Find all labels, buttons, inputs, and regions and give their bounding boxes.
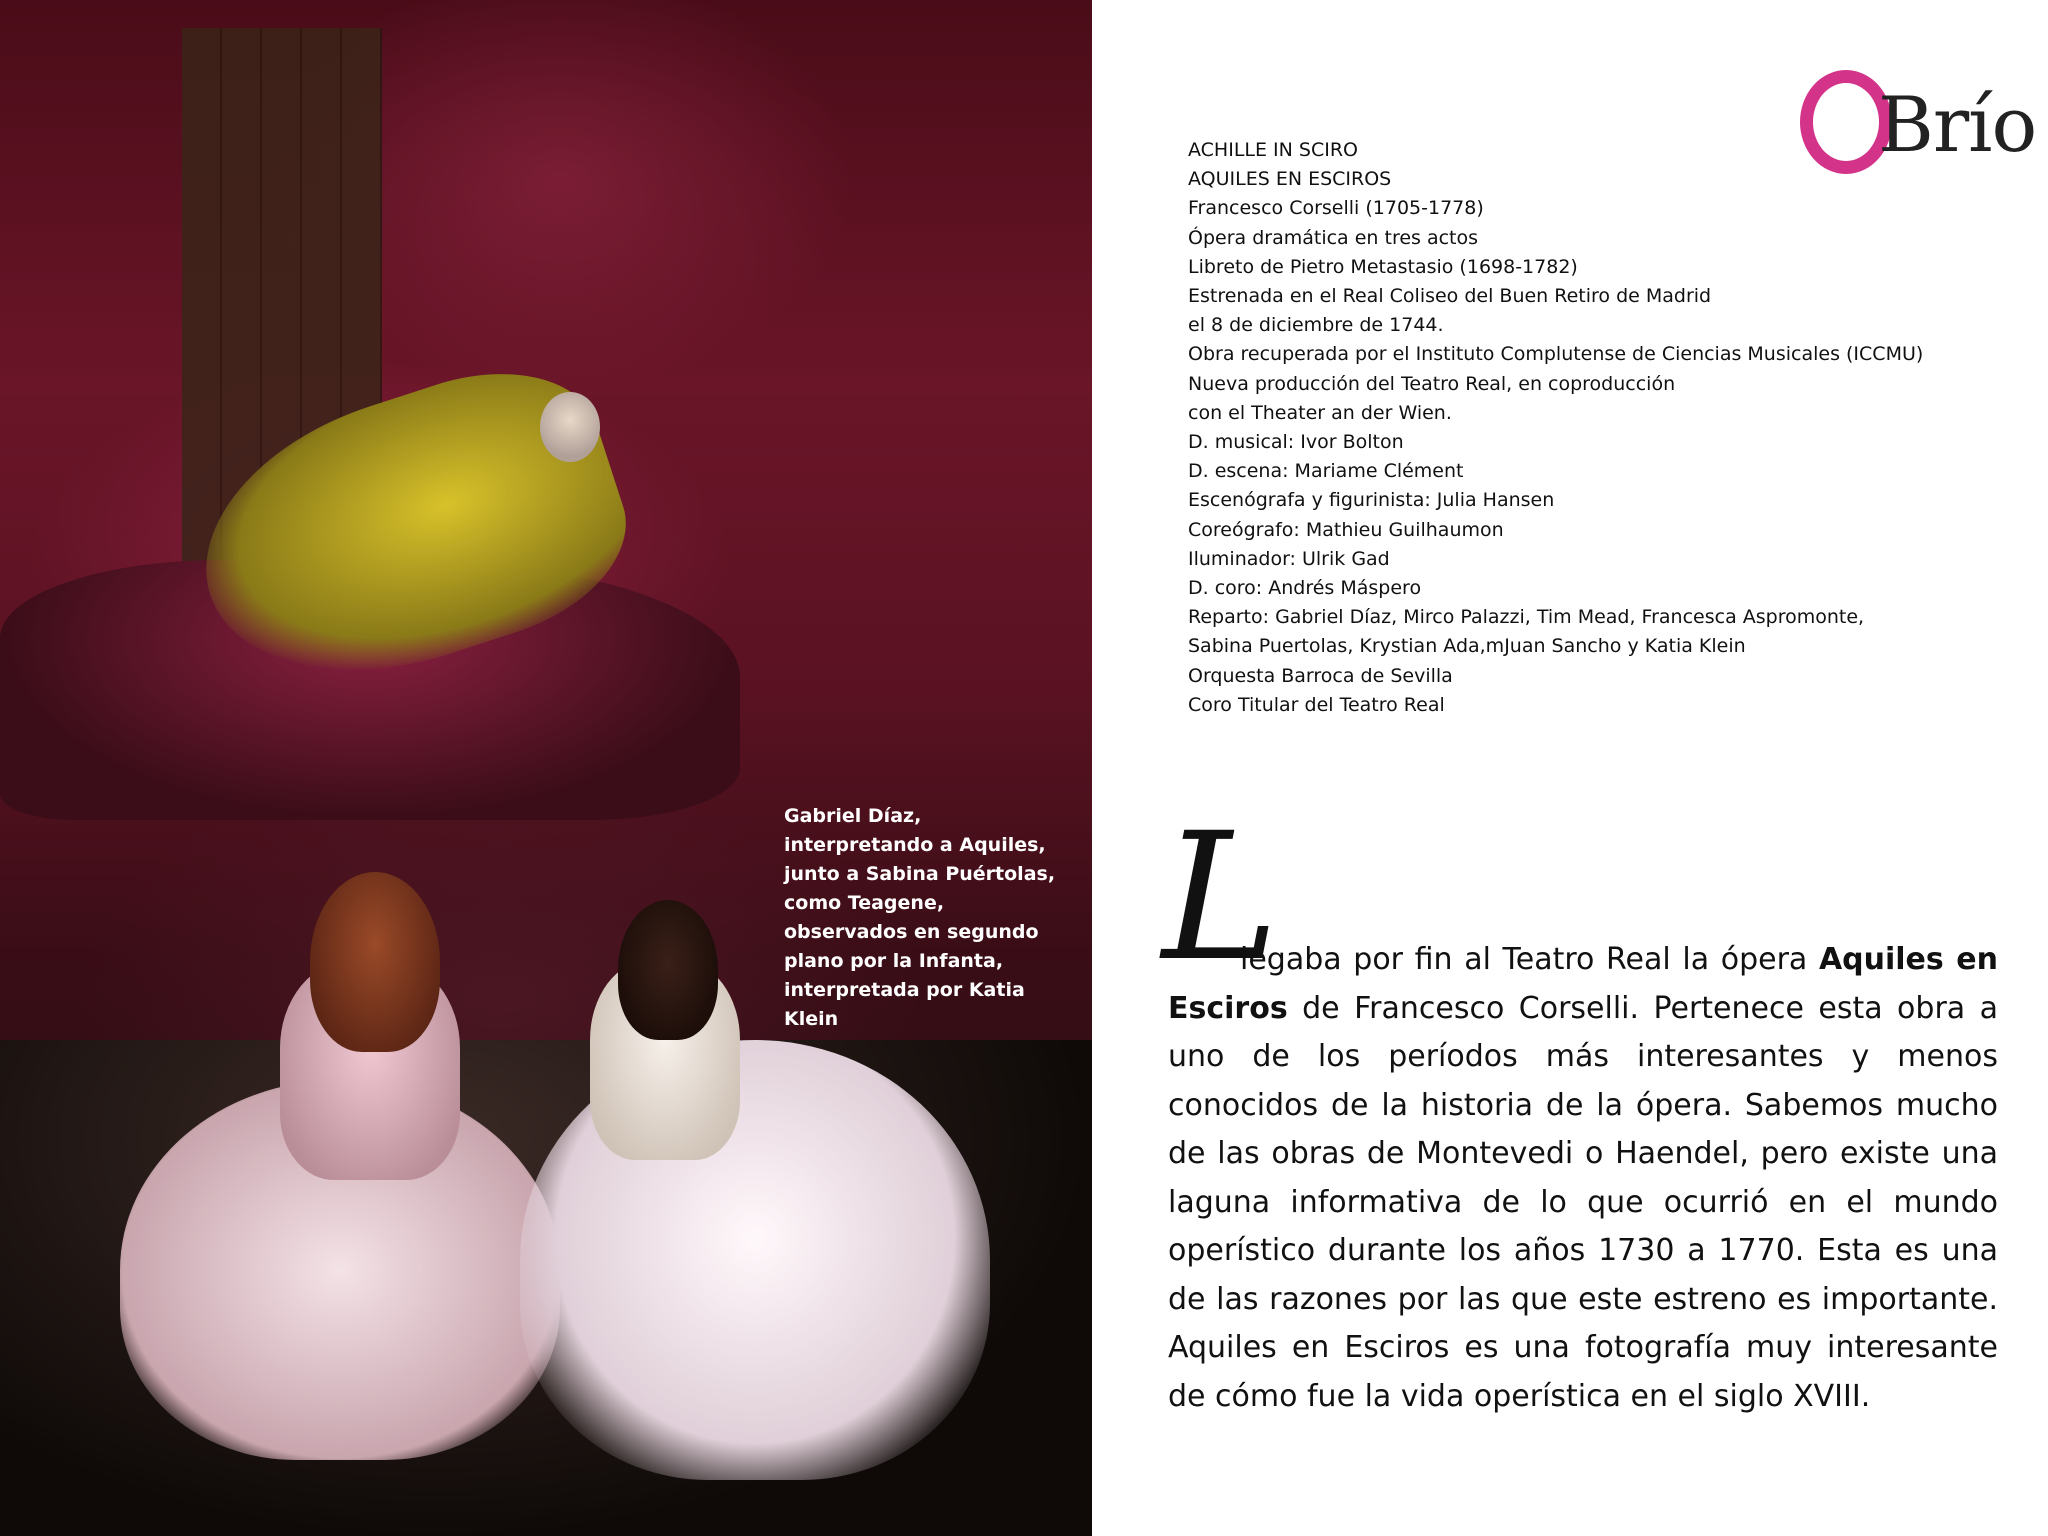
credit-line: Orquesta Barroca de Sevilla	[1188, 664, 1453, 687]
credit-line: Nueva producción del Teatro Real, en coproducción	[1188, 372, 1676, 395]
credit-line: Ópera dramática en tres actos	[1188, 226, 1479, 249]
credit-line: Iluminador: Ulrik Gad	[1188, 547, 1390, 570]
logo-text: Brío	[1878, 80, 2037, 169]
infanta-head	[540, 392, 600, 462]
credit-line: Libreto de Pietro Metastasio (1698-1782)	[1188, 255, 1578, 278]
aquiles-hair	[310, 872, 440, 1052]
credit-line: con el Theater an der Wien.	[1188, 401, 1452, 424]
credit-line: Coro Titular del Teatro Real	[1188, 693, 1445, 716]
credit-line: ACHILLE IN SCIRO	[1188, 139, 1358, 161]
credit-line: el 8 de diciembre de 1744.	[1188, 314, 1444, 337]
credit-line: Coreógrafo: Mathieu Guilhaumon	[1188, 518, 1504, 541]
credit-line: D. musical: Ivor Bolton	[1188, 431, 1404, 454]
credit-line: D. coro: Andrés Máspero	[1188, 577, 1422, 600]
credit-line: Reparto: Gabriel Díaz, Mirco Palazzi, Tim Mead, Francesca Aspromonte,	[1188, 606, 1865, 629]
teagene-hair	[618, 900, 718, 1040]
credit-line: AQUILES EN ESCIROS	[1188, 168, 1392, 191]
credit-line: Estrenada en el Real Coliseo del Buen Retiro de Madrid	[1188, 285, 1712, 308]
credit-line: Sabina Puertolas, Krystian Ada,mJuan Sancho y Katia Klein	[1188, 635, 1746, 658]
photo-caption: Gabriel Díaz, interpretando a Aquiles, junto a Sabina Puértolas, como Teagene, observados en segundo plano por la Infanta, interpretada por Katia Klein	[784, 805, 1056, 1030]
article-lead: legaba por fin al Teatro Real la ópera	[1240, 942, 1819, 977]
credit-line: Obra recuperada por el Instituto Complutense de Ciencias Musicales (ICCMU)	[1188, 343, 1924, 366]
credit-line: Francesco Corselli (1705-1778)	[1188, 197, 1484, 220]
article-body	[1168, 936, 1998, 1421]
article-body-text: de Francesco Corselli. Pertenece esta obra a uno de los períodos más interesantes y menos conocidos de la historia de la ópera. Sabemos mucho de las obras de Montevedi o Haendel, pero existe una laguna informativa de lo que ocurrió en el mundo operístico durante los años 1730 a 1770. Esta es una de las razones por las que este estreno es importante. Aquiles en Esciros es una fotografía muy interesante de cómo fue la vida operística en el siglo XVIII.	[1168, 990, 1998, 1414]
credit-line: Escenógrafa y figurinista: Julia Hansen	[1188, 489, 1555, 512]
article-title-bold: Aquiles en Esciros	[1168, 942, 1999, 1026]
drop-cap: L	[1162, 795, 1279, 1000]
credit-line: D. escena: Mariame Clément	[1188, 460, 1464, 483]
credits-block	[1188, 136, 2008, 720]
